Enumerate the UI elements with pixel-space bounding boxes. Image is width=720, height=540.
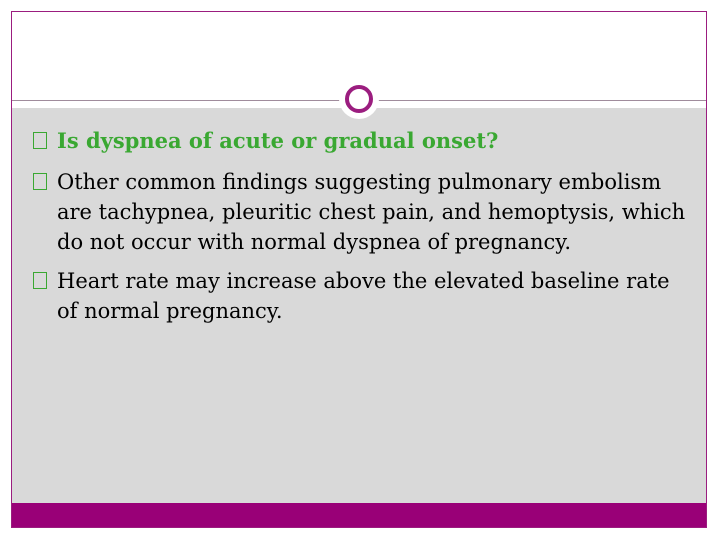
- square-bullet-icon: [33, 272, 47, 289]
- ring-icon: [339, 79, 379, 119]
- footer-bar: [12, 503, 706, 527]
- bullet-item: [33, 126, 693, 156]
- ring-icon-inner: [345, 85, 373, 113]
- bullet-text: Other common findings suggesting pulmonary embolism are tachypnea, pleuritic chest pain, and hemoptysis, which do not occur with normal dyspnea of pregnancy.: [57, 170, 686, 254]
- square-bullet-icon: [33, 132, 47, 149]
- bullet-text: Is dyspnea of acute or gradual onset?: [57, 128, 499, 153]
- bullet-item: [33, 167, 693, 257]
- square-bullet-icon: [33, 173, 47, 190]
- bullet-item: [33, 266, 693, 326]
- bullet-text: Heart rate may increase above the elevated baseline rate of normal pregnancy.: [57, 269, 670, 323]
- bullet-list: [33, 126, 693, 335]
